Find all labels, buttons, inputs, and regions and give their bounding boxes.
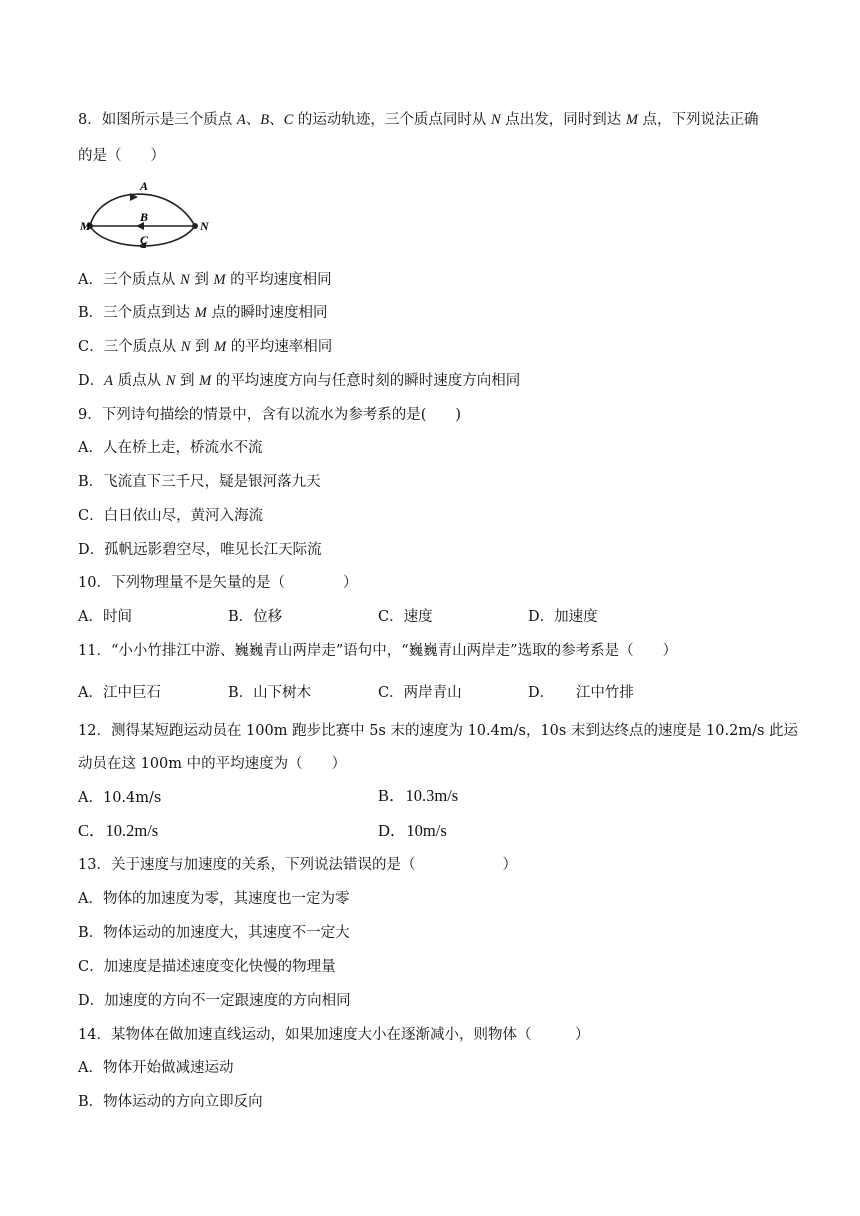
q12-option-c: C．10.2m/s bbox=[78, 821, 159, 840]
q14-stem: 14．某物体在做加速直线运动，如果加速度大小在逐渐减小，则物体（ ） bbox=[78, 1027, 590, 1043]
q8-option-a: A．三个质点从 N 到 M 的平均速度相同 bbox=[78, 272, 332, 288]
label-n: N bbox=[200, 219, 209, 233]
q8-option-c: C．三个质点从 N 到 M 的平均速率相同 bbox=[78, 339, 333, 355]
q10-option-b: B．位移 bbox=[228, 609, 283, 625]
q9-option-d: D．孤帆远影碧空尽，唯见长江天际流 bbox=[78, 542, 322, 558]
q11-option-c: C．两岸青山 bbox=[378, 685, 462, 701]
q14-option-a: A．物体开始做减速运动 bbox=[78, 1060, 234, 1076]
q11-option-a: A．江中巨石 bbox=[78, 685, 161, 701]
q9-option-a: A．人在桥上走，桥流水不流 bbox=[78, 440, 263, 456]
q12-option-a: A．10.4m/s bbox=[78, 790, 162, 806]
q12-option-d: D．10m/s bbox=[378, 821, 447, 840]
q10-option-c: C．速度 bbox=[378, 609, 433, 625]
q8-option-b: B．三个质点到达 M 点的瞬时速度相同 bbox=[78, 305, 328, 321]
label-b: B bbox=[140, 210, 149, 224]
q10-option-d: D．加速度 bbox=[528, 609, 598, 625]
q12-option-b: B．10.3m/s bbox=[378, 786, 459, 805]
q14-option-b: B．物体运动的方向立即反向 bbox=[78, 1094, 263, 1110]
label-m: M bbox=[80, 219, 91, 233]
point-n bbox=[192, 223, 198, 229]
q8-option-d: D．A 质点从 N 到 M 的平均速度方向与任意时刻的瞬时速度方向相同 bbox=[78, 373, 521, 389]
q9-option-b: B．飞流直下三千尺，疑是银河落九天 bbox=[78, 474, 321, 490]
label-a: A bbox=[140, 179, 149, 193]
q8-stem-line2: 的是（ ） bbox=[78, 148, 165, 164]
q11-option-b: B．山下树木 bbox=[228, 685, 312, 701]
label-c: C bbox=[140, 233, 149, 247]
q13-option-d: D．加速度的方向不一定跟速度的方向相同 bbox=[78, 993, 351, 1009]
q13-stem: 13．关于速度与加速度的关系，下列说法错误的是（ ） bbox=[78, 857, 517, 873]
trajectory-figure bbox=[80, 176, 220, 248]
q13-option-a: A．物体的加速度为零，其速度也一定为零 bbox=[78, 891, 350, 907]
q9-option-c: C．白日依山尽，黄河入海流 bbox=[78, 508, 264, 524]
q13-option-b: B．物体运动的加速度大，其速度不一定大 bbox=[78, 925, 350, 941]
q13-option-c: C．加速度是描述速度变化快慢的物理量 bbox=[78, 959, 336, 975]
q9-stem: 9．下列诗句描绘的情景中，含有以流水为参考系的是( ) bbox=[78, 407, 462, 423]
q12-stem-line1: 12．测得某短跑运动员在 100m 跑步比赛中 5s 末的速度为 10.4m/s，10s 末到达终点的速度是 10.2m/s 此运 bbox=[78, 723, 799, 739]
q11-option-d: D． 江中竹排 bbox=[528, 685, 634, 701]
q11-stem: 11．“小小竹排江中游、巍巍青山两岸走”语句中，“巍巍青山两岸走”选取的参考系是（ ） bbox=[78, 643, 678, 659]
q12-stem-line2: 动员在这 100m 中的平均速度为（ ） bbox=[78, 756, 347, 772]
q10-option-a: A．时间 bbox=[78, 609, 132, 625]
q10-stem: 10．下列物理量不是矢量的是（ ） bbox=[78, 575, 358, 591]
q8-stem-line1: 8．如图所示是三个质点 A、B、C 的运动轨迹，三个质点同时从 N 点出发，同时到达 M 点，下列说法正确 bbox=[78, 112, 759, 128]
